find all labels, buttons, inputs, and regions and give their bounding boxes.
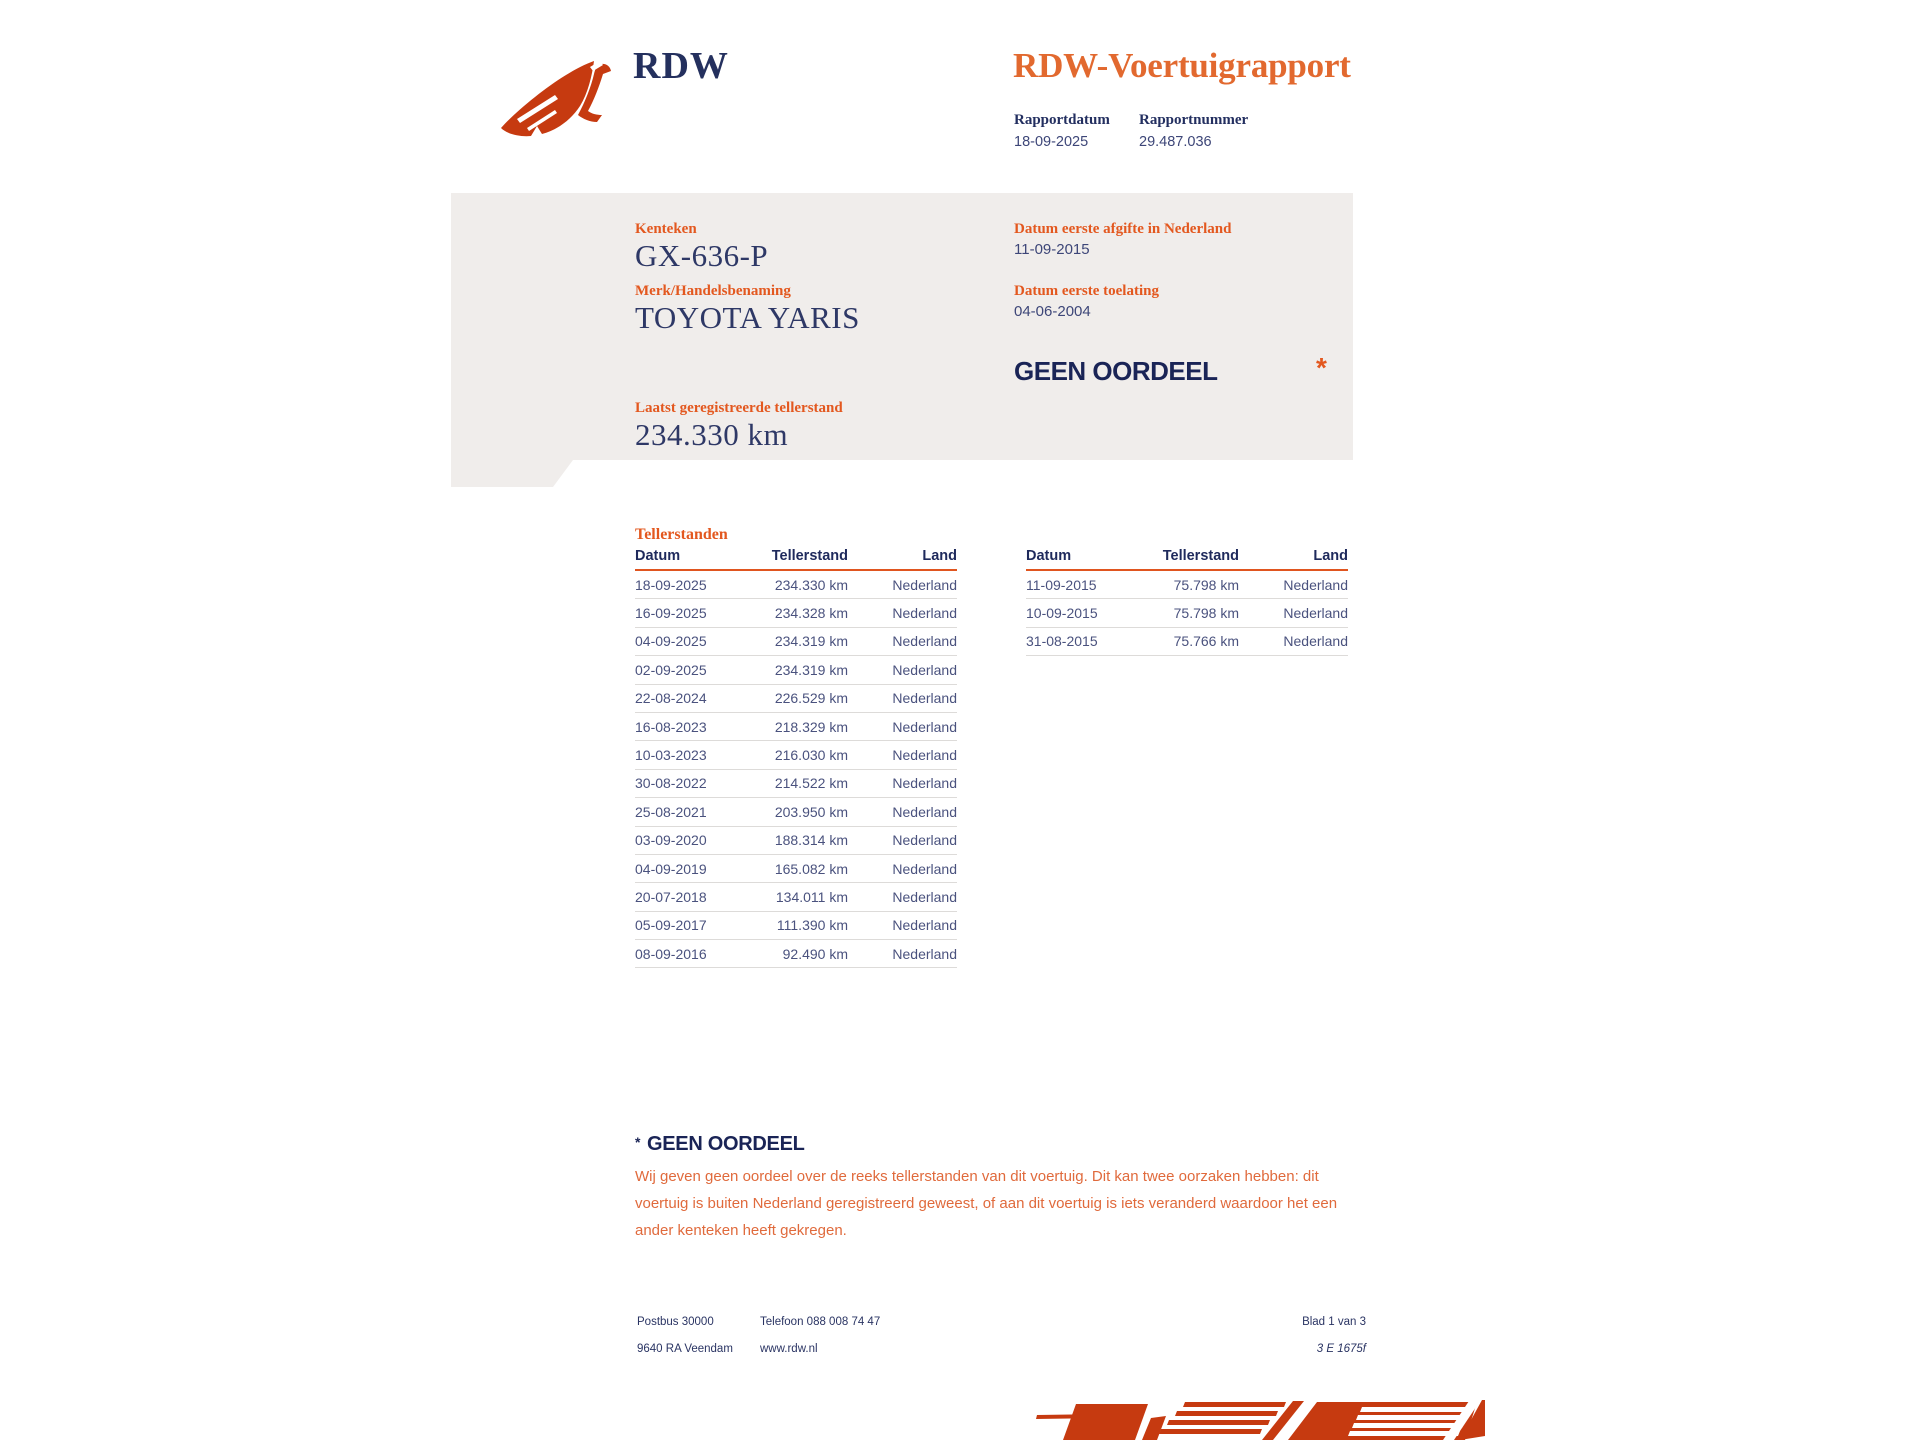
cell-datum: 10-03-2023 (635, 747, 707, 764)
cell-tellerstand: 134.011 km (775, 888, 848, 905)
table-row (635, 770, 957, 798)
afgifte-value: 11-09-2015 (1014, 241, 1090, 258)
tellerstand-label: Laatst geregistreerde tellerstand (635, 400, 843, 416)
footer-website-link[interactable]: www.rdw.nl (760, 1343, 818, 1355)
cell-tellerstand: 203.950 km (774, 803, 848, 820)
cell-datum: 20-07-2018 (635, 888, 707, 905)
toelating-value: 04-06-2004 (1014, 303, 1091, 320)
cell-tellerstand: 234.330 km (774, 576, 848, 593)
cell-tellerstand: 234.328 km (774, 605, 848, 622)
cell-land: Nederland (892, 690, 957, 707)
cell-datum: 03-09-2020 (635, 832, 707, 849)
cell-datum: 25-08-2021 (635, 803, 707, 820)
merk-value: TOYOTA YARIS (635, 300, 860, 335)
column-header-land: Land (1313, 548, 1348, 564)
table-row (635, 741, 957, 769)
cell-land: Nederland (892, 775, 957, 792)
cell-datum: 10-09-2015 (1026, 605, 1098, 622)
cell-datum: 04-09-2019 (635, 860, 707, 877)
cell-land: Nederland (892, 860, 957, 877)
column-header-tellerstand: Tellerstand (771, 548, 848, 564)
table-body (635, 571, 957, 968)
cell-datum: 31-08-2015 (1026, 633, 1098, 650)
odometer-table-right (1026, 548, 1348, 656)
report-date-label: Rapportdatum (1014, 112, 1110, 128)
cell-tellerstand: 111.390 km (776, 917, 848, 934)
cell-tellerstand: 226.529 km (774, 690, 848, 707)
column-header-tellerstand: Tellerstand (1162, 548, 1239, 564)
cell-tellerstand: 218.329 km (774, 718, 848, 735)
column-header-datum: Datum (635, 548, 681, 564)
cell-datum: 11-09-2015 (1026, 576, 1097, 593)
cell-land: Nederland (1283, 576, 1348, 593)
cell-land: Nederland (892, 718, 957, 735)
report-number-value: 29.487.036 (1139, 134, 1212, 150)
cell-land: Nederland (892, 633, 957, 650)
verdict-asterisk: * (1316, 352, 1327, 383)
table-row (635, 571, 957, 599)
table-row (635, 685, 957, 713)
cell-tellerstand: 234.319 km (774, 661, 848, 678)
speed-lines-graphic (1030, 1396, 1485, 1440)
cell-tellerstand: 165.082 km (774, 860, 848, 877)
cell-tellerstand: 75.798 km (1173, 605, 1239, 622)
cell-land: Nederland (892, 945, 957, 962)
cell-land: Nederland (892, 605, 957, 622)
report-date-value: 18-09-2025 (1014, 134, 1089, 150)
report-number-label: Rapportnummer (1139, 112, 1249, 128)
footer-address-line1: Postbus 30000 (637, 1316, 714, 1328)
cell-land: Nederland (892, 888, 957, 905)
footer-form-code: 3 E 1675f (1316, 1343, 1366, 1355)
table-row (635, 940, 957, 968)
cell-datum: 30-08-2022 (635, 775, 707, 792)
rdw-logo-wing-icon (497, 57, 622, 142)
cell-datum: 08-09-2016 (635, 945, 707, 962)
cell-datum: 02-09-2025 (635, 661, 707, 678)
table-body (1026, 571, 1348, 656)
tellerstanden-heading: Tellerstanden (635, 526, 728, 543)
table-row (635, 656, 957, 684)
cell-tellerstand: 234.319 km (774, 633, 848, 650)
table-row (635, 599, 957, 627)
footer-address-line2: 9640 RA Veendam (637, 1343, 733, 1355)
cell-tellerstand: 214.522 km (774, 775, 848, 792)
table-header (635, 548, 957, 571)
cell-land: Nederland (892, 803, 957, 820)
column-header-datum: Datum (1026, 548, 1072, 564)
table-row (635, 855, 957, 883)
toelating-label: Datum eerste toelating (1014, 283, 1159, 299)
brand-wordmark: RDW (633, 45, 729, 87)
table-row (635, 827, 957, 855)
cell-land: Nederland (1283, 605, 1348, 622)
merk-label: Merk/Handelsbenaming (635, 283, 791, 299)
table-row (1026, 599, 1348, 627)
note-asterisk: * (635, 1134, 641, 1150)
cell-land: Nederland (1283, 633, 1348, 650)
table-row (635, 628, 957, 656)
table-row (635, 798, 957, 826)
table-row (1026, 571, 1348, 599)
table-row (1026, 628, 1348, 656)
cell-datum: 22-08-2024 (635, 690, 707, 707)
cell-land: Nederland (892, 661, 957, 678)
note-body: Wij geven geen oordeel over de reeks tellerstanden van dit voertuig. Dit kan twee oorzaken hebben: dit voertuig is buiten Nederland geregistreerd geweest, of aan dit voertuig is iets veranderd waardoor het een ander kenteken heeft gekregen. (635, 1168, 1338, 1239)
cell-tellerstand: 75.766 km (1173, 633, 1239, 650)
odometer-table-left (635, 548, 957, 968)
afgifte-label: Datum eerste afgifte in Nederland (1014, 221, 1232, 237)
cell-datum: 05-09-2017 (635, 917, 707, 934)
column-header-land: Land (922, 548, 957, 564)
cell-land: Nederland (892, 747, 957, 764)
table-header (1026, 548, 1348, 571)
kenteken-value: GX-636-P (635, 238, 769, 273)
cell-datum: 18-09-2025 (635, 576, 707, 593)
cell-tellerstand: 92.490 km (782, 945, 848, 962)
table-row (635, 713, 957, 741)
cell-land: Nederland (892, 917, 957, 934)
cell-land: Nederland (892, 832, 957, 849)
cell-tellerstand: 188.314 km (774, 832, 848, 849)
cell-tellerstand: 75.798 km (1173, 576, 1239, 593)
cell-tellerstand: 216.030 km (774, 747, 848, 764)
cell-datum: 16-09-2025 (635, 605, 707, 622)
table-row (635, 912, 957, 940)
kenteken-label: Kenteken (635, 221, 697, 237)
cell-datum: 04-09-2025 (635, 633, 707, 650)
verdict-badge: GEEN OORDEEL (1014, 356, 1218, 386)
cell-datum: 16-08-2023 (635, 718, 707, 735)
page-title: RDW-Voertuigrapport (1013, 46, 1351, 85)
footer-phone: Telefoon 088 008 74 47 (760, 1316, 881, 1328)
cell-land: Nederland (892, 576, 957, 593)
tellerstand-value: 234.330 km (635, 417, 789, 452)
table-row (635, 883, 957, 911)
note-heading: GEEN OORDEEL (647, 1133, 805, 1155)
footer-page-indicator: Blad 1 van 3 (1302, 1316, 1366, 1328)
